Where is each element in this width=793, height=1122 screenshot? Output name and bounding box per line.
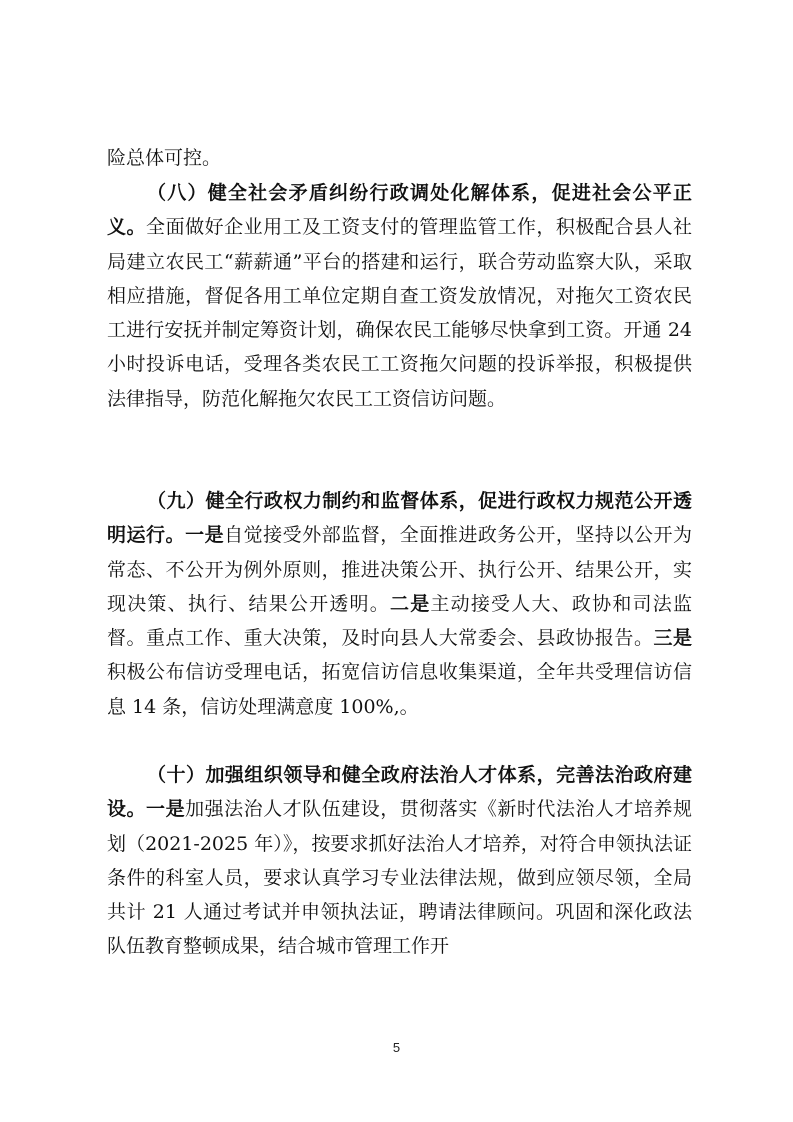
item-text: 积极公布信访受理电话，拓宽信访信息收集渠道，全年共受理信访信息 14 条，信访处理满意度 100%,。 [107,661,692,718]
item-text: 主动接受人大、政协和司法监督。重点工作、重大决策，及时向县人大常委会、县政协报告。 [107,592,692,650]
section-heading: （九）健全行政权力制约和监督体系，促进行政权力规范公开透明运行。 [107,490,692,547]
section-heading: （八）健全社会矛盾纠纷行政调处化解体系，促进社会公平正义。 [107,182,692,239]
paragraph-continuation [107,141,692,175]
paragraph-text: 全面做好企业用工及工资支付的管理监管工作，积极配合县人社局建立农民工“薪薪通”平台的搭建和运行，联合劳动监察大队，采取相应措施，督促各用工单位定期自查工资发放情况，对拖欠工资农民工进行安抚并制定筹资计划，确保农民工能够尽快拿到工资。开通 24 小时投诉电话，受理各类农民工工资拖欠问题的投诉举报，积极提供法律指导，防范化解拖欠农民工工资信访问题。 [107,216,692,410]
paragraph-section-8 [107,176,692,416]
paragraph-section-10 [107,758,692,964]
item-text: 自觉接受外部监督，全面推进政务公开，坚持以公开为常态、不公开为例外原则，推进决策公开、执行公开、结果公开，实现决策、执行、结果公开透明。 [107,524,692,615]
paragraph-text: 险总体可控。 [107,147,222,169]
item-lead: 二是 [389,592,431,615]
page-number: 5 [392,1040,401,1055]
item-lead: 一是 [146,798,186,821]
item-lead: 三是 [653,627,692,650]
section-heading: （十）加强组织领导和健全政府法治人才体系，完善法治政府建设。 [107,764,692,821]
paragraph-section-9 [107,484,692,724]
item-lead: 一是 [185,524,225,547]
item-text: 加强法治人才队伍建设，贯彻落实《新时代法治人才培养规划（2021-2025 年）》，按要求抓好法治人才培养，对符合申领执法证条件的科室人员，要求认真学习专业法律法规，做到应领尽领，全局共计 21 人通过考试并申领执法证，聘请法律顾问。巩固和深化政法队伍教育整顿成果，结合城市管理工作开 [107,798,692,958]
